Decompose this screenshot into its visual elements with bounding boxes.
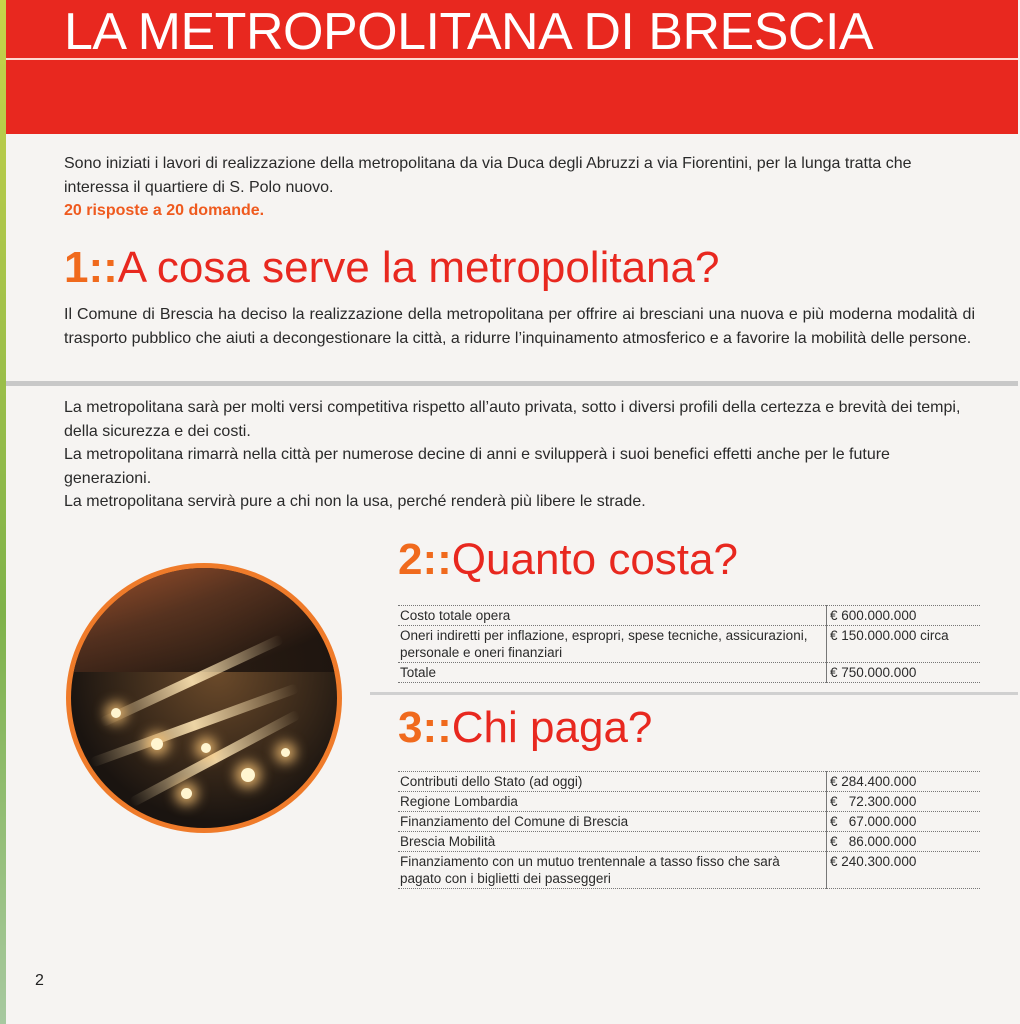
table-row: [398, 626, 980, 663]
section1-number: 1::: [64, 243, 118, 292]
headlight: [151, 738, 163, 750]
light-streak: [129, 709, 301, 807]
table-row: [398, 832, 980, 852]
row-label: Oneri indiretti per inflazione, espropri, spese tecniche, assicurazioni, personale e oneri finanziari: [398, 626, 827, 663]
section3-number: 3::: [398, 703, 452, 752]
row-amount: € 600.000.000: [827, 606, 981, 626]
intro-highlight: 20 risposte a 20 domande.: [64, 202, 265, 219]
row-amount: € 86.000.000: [827, 832, 981, 852]
headlight: [281, 748, 290, 757]
section1-paragraph: Il Comune di Brescia ha deciso la realizzazione della metropolitana per offrire ai bresciani una nuova e più moderna modalità di trasporto pubblico che aiuti a decongestionare la città, a ridurre l’inquinamento atmosferico e a favorire la mobilità delle persone.: [64, 306, 975, 347]
section-divider: [370, 692, 1018, 695]
table-row: [398, 663, 980, 683]
row-amount: € 750.000.000: [827, 663, 981, 683]
body-paragraph: La metropolitana sarà per molti versi competitiva rispetto all’auto privata, sotto i diversi profili della certezza e brevità dei tempi, della sicurezza e dei costi.: [64, 399, 961, 440]
traffic-photo: [66, 563, 342, 833]
cost-table: [398, 605, 980, 683]
table-row: [398, 852, 980, 889]
section2-number: 2::: [398, 535, 452, 584]
headlight: [241, 768, 255, 782]
section1-title: A cosa serve la metropolitana?: [117, 243, 720, 292]
row-label: Regione Lombardia: [398, 792, 827, 812]
body-paragraph: La metropolitana servirà pure a chi non la usa, perché renderà più libere le strade.: [64, 493, 646, 510]
headlight: [181, 788, 192, 799]
row-amount: € 150.000.000 circa: [827, 626, 981, 663]
table-row: [398, 772, 980, 792]
funding-table: [398, 771, 980, 889]
row-label: Totale: [398, 663, 827, 683]
row-label: Finanziamento del Comune di Brescia: [398, 812, 827, 832]
section-divider: [6, 381, 1018, 386]
headlight: [111, 708, 121, 718]
row-label: Finanziamento con un mutuo trentennale a tasso fisso che sarà pagato con i biglietti dei passeggeri: [398, 852, 827, 889]
page-edge: [0, 0, 6, 1024]
intro: [64, 152, 979, 223]
row-amount: € 284.400.000: [827, 772, 981, 792]
row-label: Contributi dello Stato (ad oggi): [398, 772, 827, 792]
row-amount: € 67.000.000: [827, 812, 981, 832]
page-number: 2: [35, 972, 44, 989]
section3-heading: [398, 703, 652, 753]
table-row: [398, 792, 980, 812]
row-amount: € 72.300.000: [827, 792, 981, 812]
intro-text: Sono iniziati i lavori di realizzazione della metropolitana da via Duca degli Abruzzi a via Fiorentini, per la lunga tratta che interessa il quartiere di S. Polo nuovo.: [64, 155, 912, 196]
row-amount: € 240.300.000: [827, 852, 981, 889]
row-label: Brescia Mobilità: [398, 832, 827, 852]
table-row: [398, 606, 980, 626]
page-title: LA METROPOLITANA DI BRESCIA: [64, 3, 874, 61]
headlight: [201, 743, 211, 753]
table-row: [398, 812, 980, 832]
section2-title: Quanto costa?: [451, 535, 738, 584]
tunnel-roof: [71, 568, 337, 672]
section1-body: [64, 396, 975, 514]
section1-heading: [64, 243, 719, 293]
section2-heading: [398, 535, 738, 585]
row-label: Costo totale opera: [398, 606, 827, 626]
body-paragraph: La metropolitana rimarrà nella città per numerose decine di anni e svilupperà i suoi benefici effetti anche per le future generazioni.: [64, 446, 890, 487]
section3-title: Chi paga?: [451, 703, 653, 752]
